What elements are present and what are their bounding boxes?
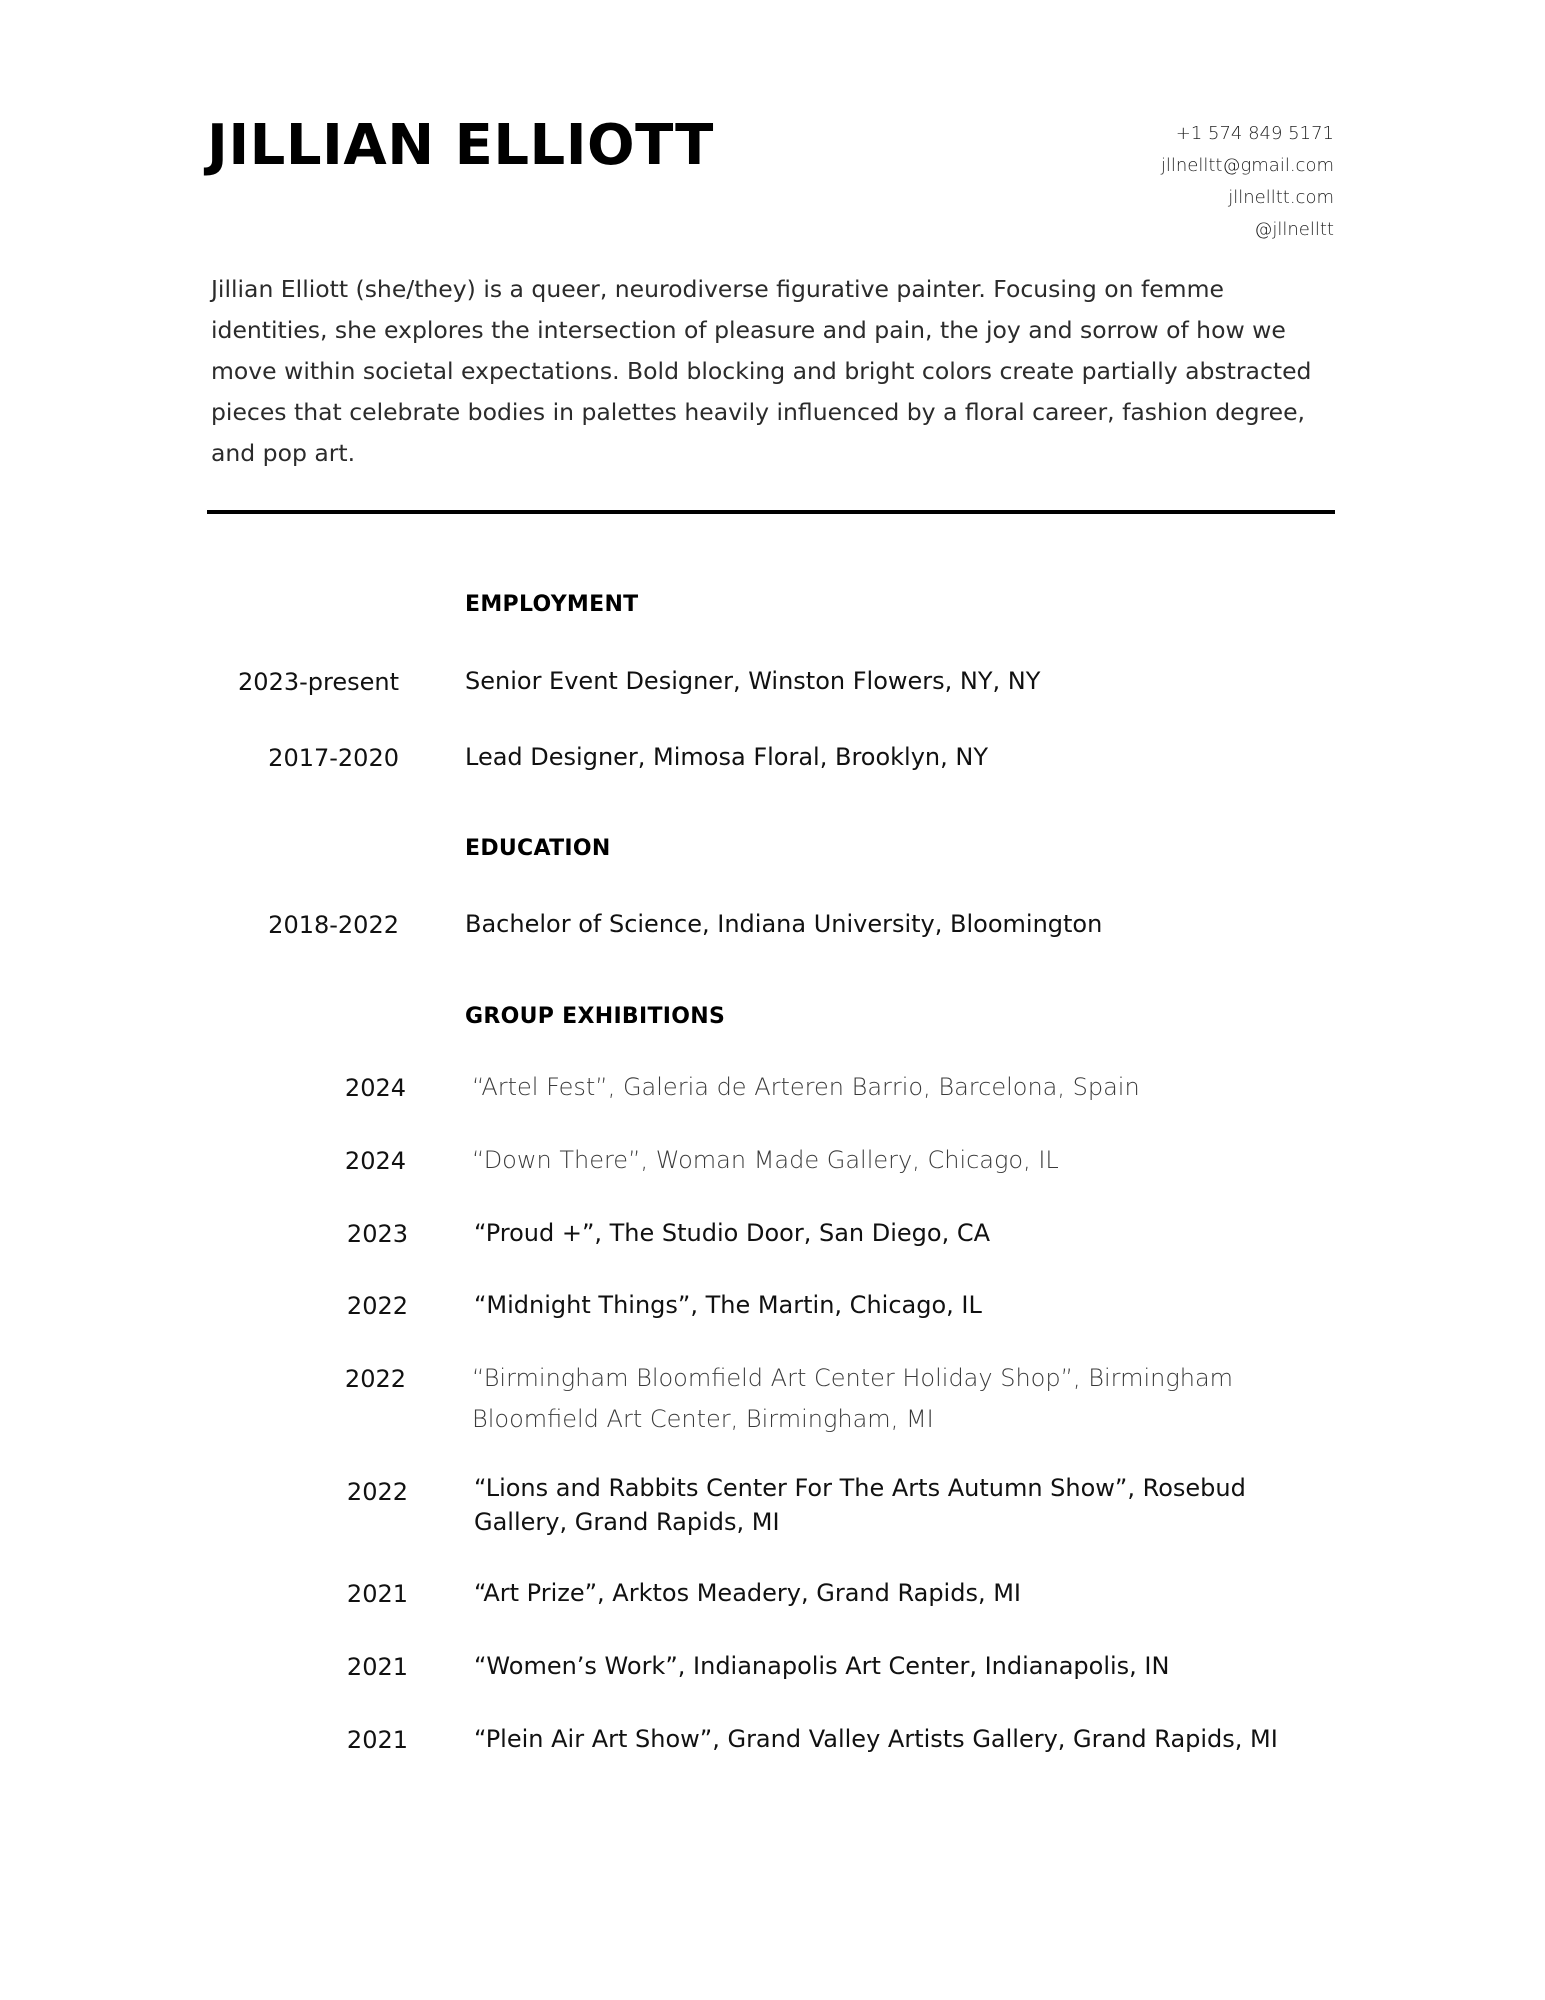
exhibition-entry: “Women’s Work”, Indianapolis Art Center, Indianapolis, IN xyxy=(474,1652,1170,1680)
education-date: 2018-2022 xyxy=(268,911,399,939)
exhibition-date: 2021 xyxy=(346,1653,408,1681)
contact-handle: @jllnelltt xyxy=(1254,219,1334,240)
exhibition-date: 2021 xyxy=(346,1580,408,1608)
contact-website: jllnelltt.com xyxy=(1228,187,1334,208)
contact-phone: +1 574 849 5171 xyxy=(1175,123,1334,144)
artist-bio: Jillian Elliott (she/they) is a queer, neurodiverse figurative painter. Focusing on femme identities, she explores the intersection of pleasure and pain, the joy and sorrow of how we move within societal expectations. Bold blocking and bright colors create partially abstracted pieces that celebrate bodies in palettes heavily influenced by a floral career, fashion degree, and pop art. xyxy=(211,275,1312,467)
contact-email: jllnelltt@gmail.com xyxy=(1160,155,1334,176)
exhibition-entry: “Artel Fest”, Galeria de Arteren Barrio, Barcelona, Spain xyxy=(472,1073,1140,1101)
employment-entry: Senior Event Designer, Winston Flowers, NY, NY xyxy=(465,667,1041,695)
exhibition-date: 2022 xyxy=(346,1292,408,1320)
exhibition-entry: “Proud +”, The Studio Door, San Diego, CA xyxy=(474,1219,990,1247)
exhibition-entry-line: “Birmingham Bloomfield Art Center Holiday Shop”, Birmingham xyxy=(472,1364,1234,1392)
exhibition-entry xyxy=(472,1358,1233,1440)
contact-block xyxy=(1161,118,1334,246)
exhibition-entry: “Plein Air Art Show”, Grand Valley Artists Gallery, Grand Rapids, MI xyxy=(474,1725,1278,1753)
group-exhibitions-heading: GROUP EXHIBITIONS xyxy=(465,1004,726,1029)
exhibition-date: 2024 xyxy=(344,1147,406,1175)
exhibition-entry-line: “Lions and Rabbits Center For The Arts Autumn Show”, Rosebud xyxy=(474,1474,1246,1502)
exhibition-entry: “Art Prize”, Arktos Meadery, Grand Rapids, MI xyxy=(474,1579,1022,1607)
employment-heading: EMPLOYMENT xyxy=(465,592,639,617)
employment-date: 2017-2020 xyxy=(268,744,399,772)
resume-name: JILLIAN ELLIOTT xyxy=(207,113,714,178)
exhibition-date: 2023 xyxy=(346,1220,408,1248)
exhibition-entry-line: Bloomfield Art Center, Birmingham, MI xyxy=(472,1405,934,1433)
education-entry: Bachelor of Science, Indiana University, Bloomington xyxy=(465,910,1103,938)
exhibition-date: 2021 xyxy=(346,1726,408,1754)
exhibition-date: 2022 xyxy=(346,1478,408,1506)
exhibition-entry: “Midnight Things”, The Martin, Chicago, IL xyxy=(474,1291,982,1319)
exhibition-entry xyxy=(474,1471,1246,1539)
education-heading: EDUCATION xyxy=(465,836,611,861)
exhibition-date: 2024 xyxy=(344,1074,406,1102)
section-divider xyxy=(207,510,1335,514)
exhibition-date: 2022 xyxy=(344,1365,406,1393)
employment-entry: Lead Designer, Mimosa Floral, Brooklyn, NY xyxy=(465,743,988,771)
exhibition-entry: “Down There”, Woman Made Gallery, Chicago, IL xyxy=(472,1146,1059,1174)
exhibition-entry-line: Gallery, Grand Rapids, MI xyxy=(474,1508,780,1536)
employment-date: 2023-present xyxy=(238,668,399,696)
